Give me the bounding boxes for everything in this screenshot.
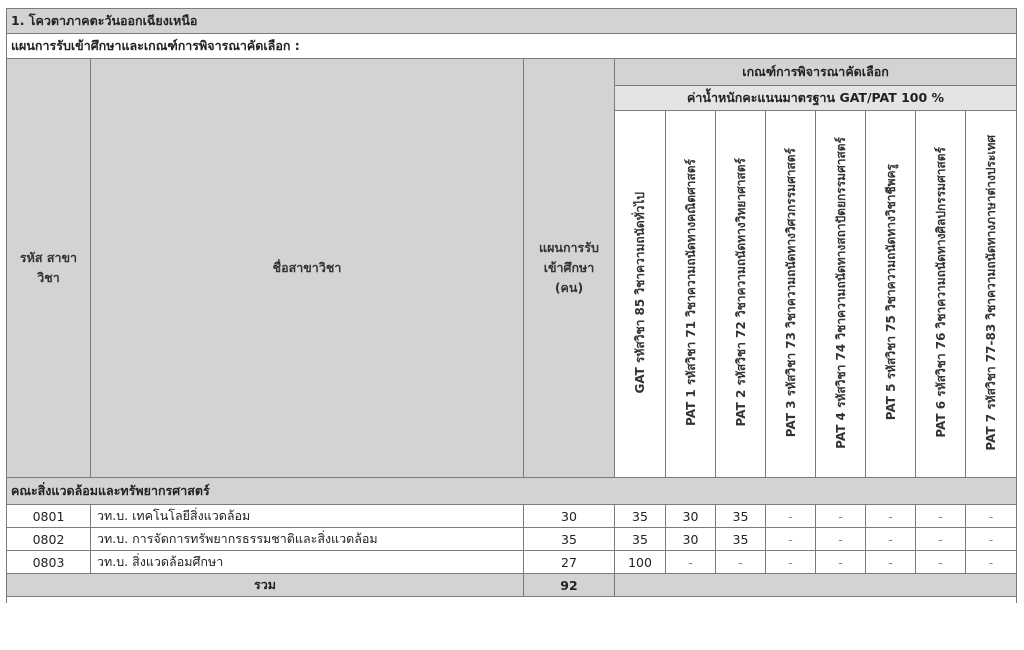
subject-header [916, 111, 966, 478]
score-cell: - [866, 551, 916, 574]
score-cell: 35 [615, 528, 666, 551]
score-cell: 35 [615, 505, 666, 528]
total-blank [615, 574, 1017, 597]
total-label: รวม [7, 574, 524, 597]
score-cell: - [916, 551, 966, 574]
section-title: 1. โควตาภาคตะวันออกเฉียงเหนือ [7, 9, 1017, 34]
score-cell: 30 [666, 528, 716, 551]
score-cell: - [716, 551, 766, 574]
score-cell: - [766, 528, 816, 551]
subject-label: PAT 4 รหัสวิชา 74 วิชาความถนัดทางสถาปัตยกรรมศาสตร์ [833, 136, 848, 449]
row-code: 0803 [7, 551, 91, 574]
row-code: 0801 [7, 505, 91, 528]
score-cell: - [966, 551, 1017, 574]
score-cell: 35 [716, 505, 766, 528]
criteria-header: เกณฑ์การพิจารณาคัดเลือก [615, 59, 1017, 86]
table-bottom-spacer [7, 597, 1017, 604]
subject-label: PAT 2 รหัสวิชา 72 วิชาความถนัดทางวิทยาศาสตร์ [733, 158, 748, 427]
subject-label: PAT 1 รหัสวิชา 71 วิชาความถนัดทางคณิตศาสตร์ [683, 159, 698, 426]
row-plan: 35 [524, 528, 615, 551]
subject-label: GAT รหัสวิชา 85 วิชาความถนัดทั่วไป [633, 191, 647, 394]
score-cell: - [766, 551, 816, 574]
score-cell: - [866, 505, 916, 528]
row-plan: 27 [524, 551, 615, 574]
table-row [7, 528, 1017, 551]
subject-label: PAT 6 รหัสวิชา 76 วิชาความถนัดทางศิลปกรรมศาสตร์ [933, 147, 948, 438]
score-cell: 100 [615, 551, 666, 574]
total-value: 92 [524, 574, 615, 597]
admission-table [6, 8, 1017, 603]
row-name: วท.บ. เทคโนโลยีสิ่งแวดล้อม [91, 505, 524, 528]
score-cell: - [966, 505, 1017, 528]
name-header: ชื่อสาขาวิชา [91, 59, 524, 478]
row-name: วท.บ. การจัดการทรัพยากรธรรมชาติและสิ่งแวดล้อม [91, 528, 524, 551]
subject-header [716, 111, 766, 478]
score-cell: - [816, 505, 866, 528]
row-code: 0802 [7, 528, 91, 551]
faculty-name: คณะสิ่งแวดล้อมและทรัพยากรศาสตร์ [7, 478, 1017, 505]
score-cell: - [916, 528, 966, 551]
score-cell: - [816, 528, 866, 551]
subject-header [966, 111, 1017, 478]
score-cell: 35 [716, 528, 766, 551]
subject-header [766, 111, 816, 478]
score-cell: - [966, 528, 1017, 551]
score-cell: - [666, 551, 716, 574]
subject-label: PAT 7 รหัสวิชา 77-83 วิชาความถนัดทางภาษาต่างประเทศ [984, 134, 999, 451]
row-plan: 30 [524, 505, 615, 528]
total-row [7, 574, 1017, 597]
plan-header: แผนการรับ เข้าศึกษา (คน) [524, 59, 615, 478]
subject-header [866, 111, 916, 478]
plan-label: แผนการรับเข้าศึกษาและเกณฑ์การพิจารณาคัดเลือก : [7, 34, 1017, 59]
weight-header: ค่าน้ำหนักคะแนนมาตรฐาน GAT/PAT 100 % [615, 86, 1017, 111]
spacer-cell [7, 597, 1017, 604]
score-cell: - [916, 505, 966, 528]
subject-header [666, 111, 716, 478]
subject-header [615, 111, 666, 478]
score-cell: 30 [666, 505, 716, 528]
subject-label: PAT 3 รหัสวิชา 73 วิชาความถนัดทางวิศวกรรมศาสตร์ [783, 147, 798, 438]
table-row [7, 551, 1017, 574]
subject-header [816, 111, 866, 478]
score-cell: - [816, 551, 866, 574]
subject-label: PAT 5 รหัสวิชา 75 วิชาความถนัดทางวิชาชีพครู [883, 164, 898, 421]
score-cell: - [766, 505, 816, 528]
table-row [7, 505, 1017, 528]
row-name: วท.บ. สิ่งแวดล้อมศึกษา [91, 551, 524, 574]
score-cell: - [866, 528, 916, 551]
code-header: รหัส สาขาวิชา [7, 59, 91, 478]
